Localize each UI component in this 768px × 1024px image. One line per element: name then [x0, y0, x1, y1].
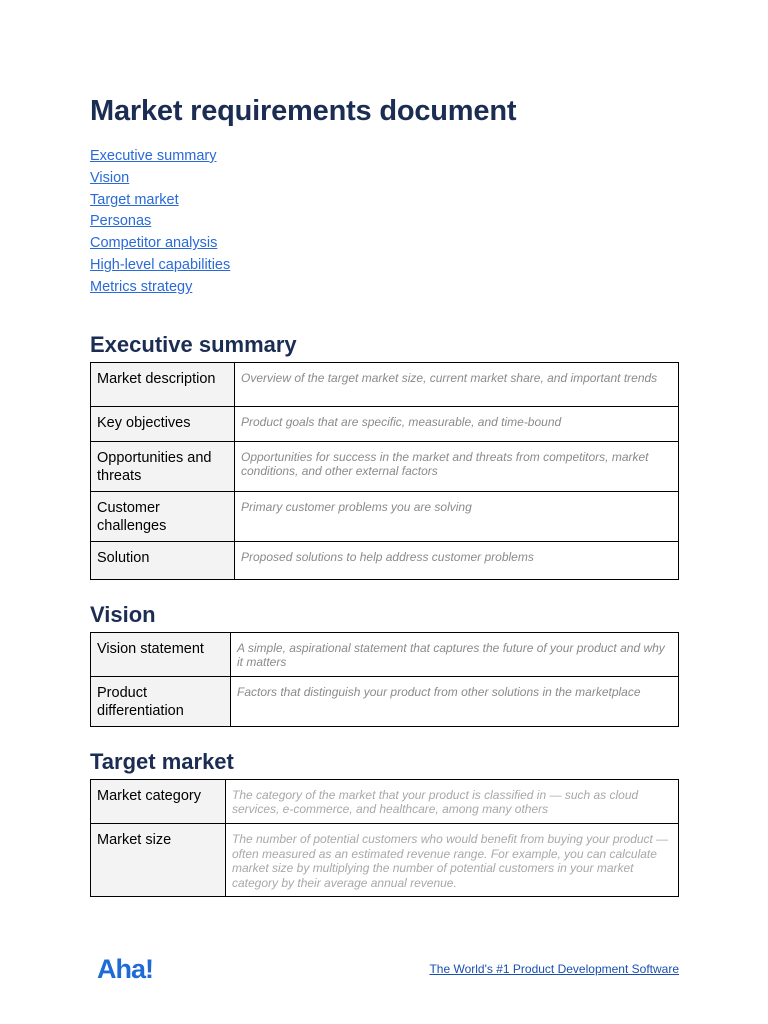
- document-title: Market requirements document: [90, 95, 517, 127]
- row-description: The category of the market that your product is classified in — such as cloud services, e-commerce, and healthcare, among many others: [226, 779, 679, 823]
- row-description: The number of potential customers who would benefit from buying your product — often measured as an estimated revenue range. For example, you can calculate market size by multiplying the number of potential customers in your market category by their average annual revenue.: [226, 823, 679, 896]
- section-heading: Vision: [90, 601, 156, 627]
- toc-link-executive-summary[interactable]: Executive summary: [90, 148, 217, 164]
- toc-link-target-market[interactable]: Target market: [90, 191, 179, 208]
- footer-tagline-link[interactable]: The World's #1 Product Development Software: [429, 962, 679, 976]
- footer: [97, 953, 679, 985]
- row-label: Opportunities and threats: [91, 441, 235, 491]
- toc-link-high-level-capabilities[interactable]: High-level capabilities: [90, 256, 231, 273]
- table-row: [91, 632, 679, 676]
- executive-summary-table: [90, 362, 679, 580]
- row-label: Key objectives: [91, 406, 235, 441]
- row-label: Market description: [91, 362, 235, 406]
- row-description: Opportunities for success in the market and threats from competitors, market conditions, and other external factors: [235, 441, 679, 491]
- row-description: A simple, aspirational statement that captures the future of your product and why it matters: [231, 632, 679, 676]
- toc-link-vision[interactable]: Vision: [90, 169, 130, 186]
- section-heading: Executive summary: [90, 331, 297, 357]
- table-row: [91, 441, 679, 491]
- table-row: [91, 823, 679, 896]
- row-label: Customer challenges: [91, 491, 235, 541]
- row-description: Primary customer problems you are solving: [235, 491, 679, 541]
- vision-table: [90, 632, 679, 727]
- row-label: Solution: [91, 541, 235, 579]
- row-description: Overview of the target market size, current market share, and important trends: [235, 362, 679, 406]
- row-description: Factors that distinguish your product from other solutions in the marketplace: [231, 676, 679, 726]
- row-label: Market category: [91, 779, 226, 823]
- table-row: [91, 362, 679, 406]
- row-label: Market size: [91, 823, 226, 896]
- table-row: [91, 406, 679, 441]
- toc-link-metrics-strategy[interactable]: Metrics strategy: [90, 278, 193, 295]
- section-executive-summary: [90, 332, 679, 580]
- table-row: [91, 491, 679, 541]
- table-row: [91, 541, 679, 579]
- section-heading: Target market: [90, 748, 234, 774]
- table-of-contents: [90, 146, 679, 299]
- toc-link-competitor-analysis[interactable]: Competitor analysis: [90, 235, 218, 252]
- table-row: [91, 779, 679, 823]
- aha-logo: Aha!: [97, 954, 153, 984]
- row-description: Proposed solutions to help address customer problems: [235, 541, 679, 579]
- table-row: [91, 676, 679, 726]
- row-label: Product differentiation: [91, 676, 231, 726]
- section-vision: [90, 602, 679, 727]
- document-page: [90, 94, 679, 897]
- section-target-market: [90, 749, 679, 898]
- row-description: Product goals that are specific, measurable, and time-bound: [235, 406, 679, 441]
- row-label: Vision statement: [91, 632, 231, 676]
- toc-link-personas[interactable]: Personas: [90, 213, 152, 230]
- target-market-table: [90, 779, 679, 898]
